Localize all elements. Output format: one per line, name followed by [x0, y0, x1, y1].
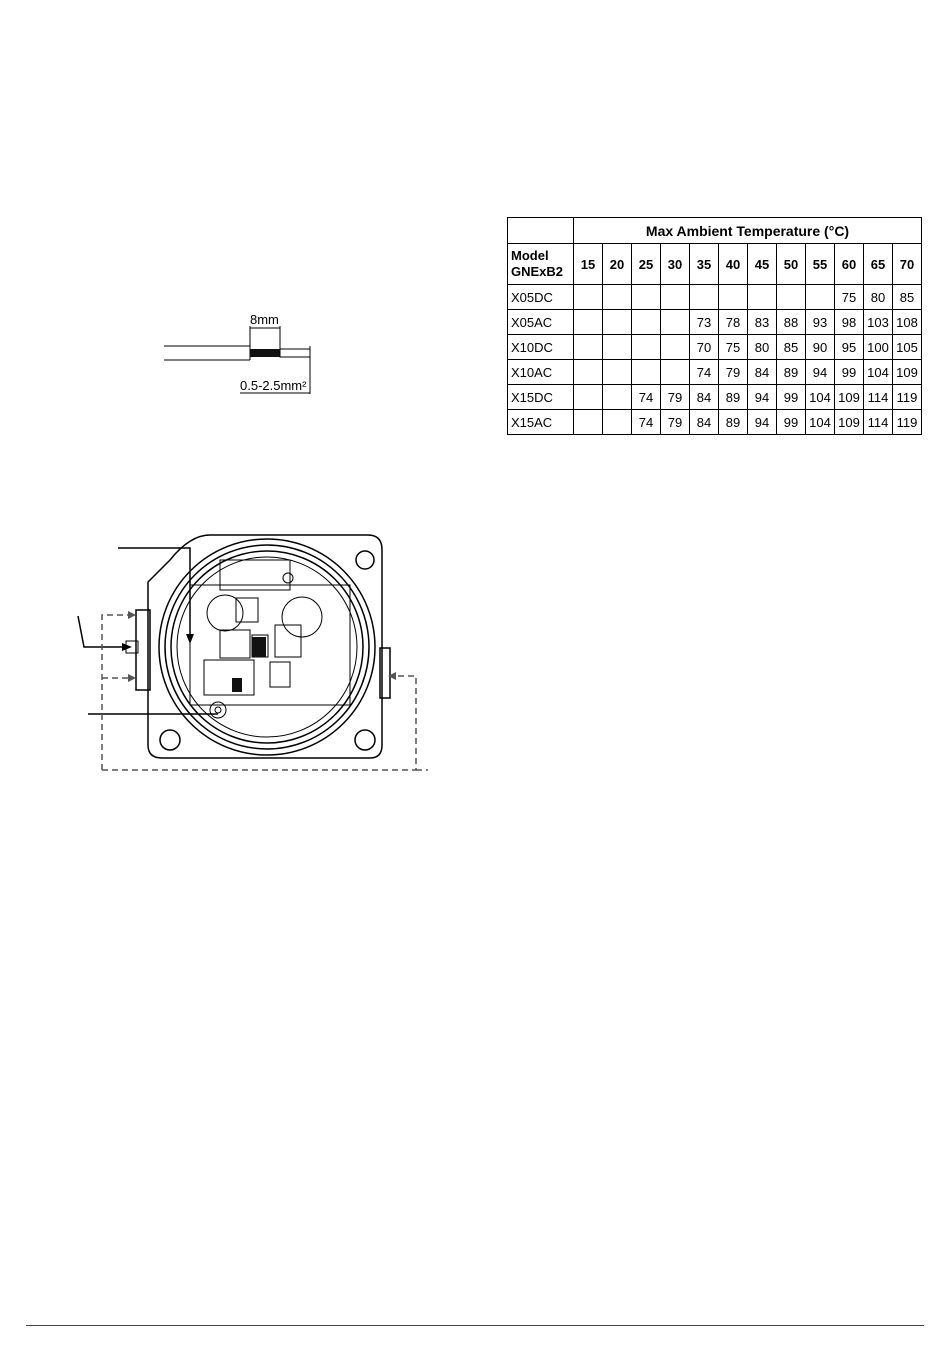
surface-temperature-cell: 79: [719, 360, 748, 385]
surface-temperature-cell: 114: [864, 385, 893, 410]
surface-temperature-cell: 84: [690, 410, 719, 435]
surface-temperature-cell: 94: [806, 360, 835, 385]
surface-temperature-cell: 94: [748, 410, 777, 435]
surface-temperature-cell: [574, 335, 603, 360]
surface-temperature-cell: 109: [835, 410, 864, 435]
surface-temperature-cell: 99: [835, 360, 864, 385]
surface-temperature-cell: 78: [719, 310, 748, 335]
surface-temperature-cell: 108: [893, 310, 922, 335]
surface-temperature-cell: 84: [690, 385, 719, 410]
model-cell: X10AC: [508, 360, 574, 385]
table-row: [508, 335, 922, 360]
temperature-header: 65: [864, 244, 893, 285]
temperature-header: 15: [574, 244, 603, 285]
surface-temperature-cell: 89: [719, 410, 748, 435]
surface-temperature-cell: 94: [748, 385, 777, 410]
surface-temperature-cell: [632, 285, 661, 310]
surface-temperature-cell: 79: [661, 410, 690, 435]
table-row: [508, 310, 922, 335]
surface-temperature-cell: 74: [690, 360, 719, 385]
surface-temperature-cell: 89: [719, 385, 748, 410]
surface-temperature-cell: 79: [661, 385, 690, 410]
surface-temperature-cell: [690, 285, 719, 310]
model-cell: X05DC: [508, 285, 574, 310]
enclosure-wiring-drawing: [70, 520, 440, 780]
temperature-header: 20: [603, 244, 632, 285]
model-cell: X05AC: [508, 310, 574, 335]
model-header-line1: Model: [511, 248, 549, 263]
surface-temperature-cell: 119: [893, 410, 922, 435]
surface-temperature-cell: 103: [864, 310, 893, 335]
surface-temperature-cell: 74: [632, 410, 661, 435]
surface-temperature-cell: 75: [719, 335, 748, 360]
surface-temperature-cell: 105: [893, 335, 922, 360]
temperature-header-row: [508, 244, 922, 285]
table-row: [508, 410, 922, 435]
surface-temperature-cell: 88: [777, 310, 806, 335]
surface-temperature-cell: [661, 285, 690, 310]
surface-temperature-cell: 99: [777, 410, 806, 435]
surface-temperature-cell: [632, 310, 661, 335]
surface-temperature-cell: [632, 335, 661, 360]
surface-temperature-cell: [748, 285, 777, 310]
surface-temperature-cell: [661, 310, 690, 335]
surface-temperature-cell: 119: [893, 385, 922, 410]
surface-temperature-cell: 100: [864, 335, 893, 360]
surface-temperature-cell: [603, 385, 632, 410]
surface-temperature-cell: [574, 310, 603, 335]
surface-temperature-cell: 114: [864, 410, 893, 435]
surface-temperature-cell: 104: [806, 385, 835, 410]
temperature-header: 30: [661, 244, 690, 285]
surface-temperature-cell: 83: [748, 310, 777, 335]
surface-temperature-cell: 89: [777, 360, 806, 385]
surface-temperature-cell: [603, 310, 632, 335]
max-ambient-temperature-table: [507, 217, 922, 435]
temperature-header: 40: [719, 244, 748, 285]
surface-temperature-cell: [661, 335, 690, 360]
surface-temperature-cell: [603, 360, 632, 385]
surface-temperature-cell: 90: [806, 335, 835, 360]
table-row: [508, 385, 922, 410]
surface-temperature-cell: 80: [864, 285, 893, 310]
surface-temperature-cell: [574, 410, 603, 435]
surface-temperature-cell: 104: [864, 360, 893, 385]
surface-temperature-cell: 95: [835, 335, 864, 360]
temperature-header: 60: [835, 244, 864, 285]
surface-temperature-cell: 93: [806, 310, 835, 335]
surface-temperature-cell: 80: [748, 335, 777, 360]
temperature-header: 55: [806, 244, 835, 285]
temperature-header: 45: [748, 244, 777, 285]
surface-temperature-cell: [777, 285, 806, 310]
surface-temperature-cell: 104: [806, 410, 835, 435]
surface-temperature-cell: 85: [777, 335, 806, 360]
surface-temperature-cell: [806, 285, 835, 310]
surface-temperature-cell: [603, 410, 632, 435]
table-title-row: [508, 218, 922, 244]
surface-temperature-cell: [574, 385, 603, 410]
surface-temperature-cell: 85: [893, 285, 922, 310]
surface-temperature-cell: 70: [690, 335, 719, 360]
cross-section-label: 0.5-2.5mm²: [240, 378, 307, 393]
surface-temperature-cell: [719, 285, 748, 310]
surface-temperature-cell: 98: [835, 310, 864, 335]
temperature-header: 70: [893, 244, 922, 285]
surface-temperature-cell: [574, 360, 603, 385]
surface-temperature-cell: 109: [835, 385, 864, 410]
surface-temperature-cell: 109: [893, 360, 922, 385]
surface-temperature-cell: [603, 335, 632, 360]
model-cell: X10DC: [508, 335, 574, 360]
cable-strip-diagram: [158, 308, 328, 400]
table-corner-cell: [508, 218, 574, 244]
strip-length-label: 8mm: [250, 312, 279, 327]
surface-temperature-cell: 99: [777, 385, 806, 410]
temperature-table-body: [508, 285, 922, 435]
temperature-header: 25: [632, 244, 661, 285]
surface-temperature-cell: 84: [748, 360, 777, 385]
footer-divider: [26, 1325, 924, 1326]
table-row: [508, 285, 922, 310]
temperature-header: 50: [777, 244, 806, 285]
surface-temperature-cell: [661, 360, 690, 385]
model-cell: X15AC: [508, 410, 574, 435]
table-title: Max Ambient Temperature (°C): [574, 218, 922, 244]
surface-temperature-cell: 75: [835, 285, 864, 310]
surface-temperature-cell: 74: [632, 385, 661, 410]
model-column-header: [508, 244, 574, 285]
surface-temperature-cell: 73: [690, 310, 719, 335]
table-row: [508, 360, 922, 385]
surface-temperature-cell: [574, 285, 603, 310]
stripped-conductor: [250, 349, 280, 357]
surface-temperature-cell: [632, 360, 661, 385]
temperature-header: 35: [690, 244, 719, 285]
model-cell: X15DC: [508, 385, 574, 410]
model-header-line2: GNExB2: [511, 264, 564, 279]
surface-temperature-cell: [603, 285, 632, 310]
